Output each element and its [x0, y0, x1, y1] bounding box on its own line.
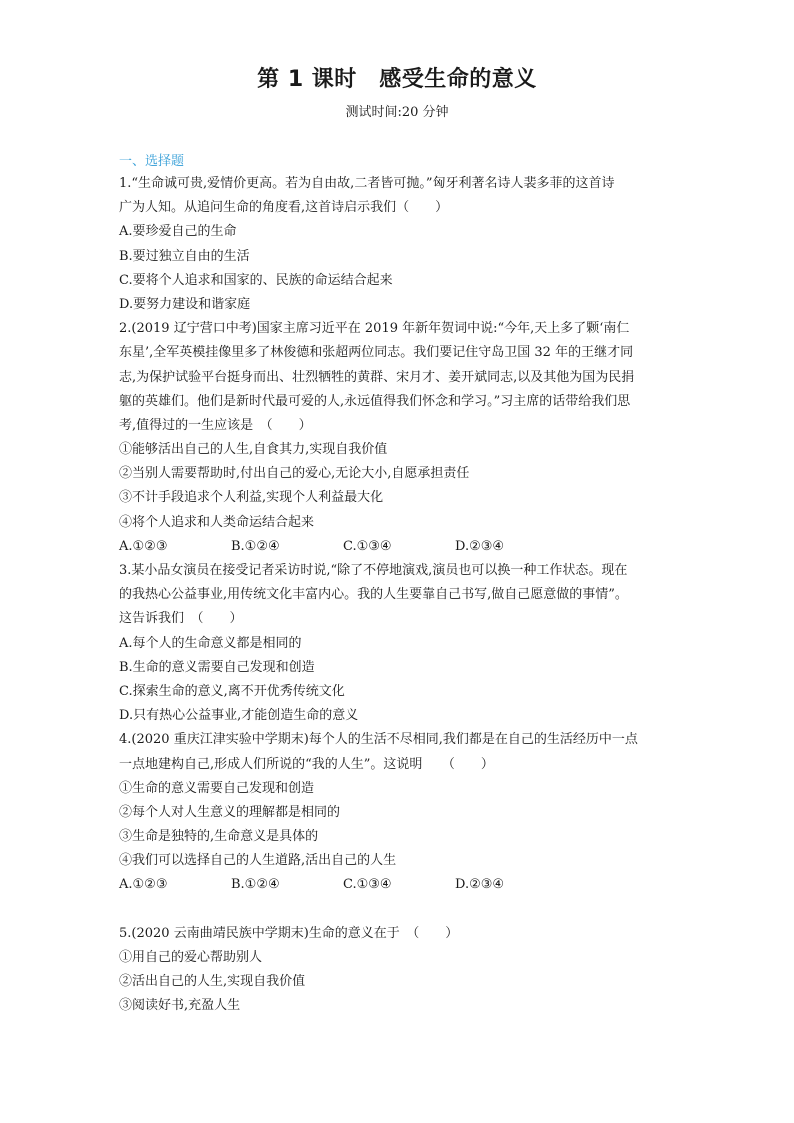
choice-b: B.①②④	[231, 538, 280, 554]
option-d: D.要努力建设和谐家庭	[119, 296, 251, 312]
test-duration: 测试时间:20 分钟	[345, 105, 449, 120]
option-b: B.要过独立自由的生活	[119, 248, 250, 264]
choice-d: D.②③④	[455, 538, 505, 554]
choice-a: A.①②③	[119, 877, 168, 893]
question-stem-line: 5.(2020 云南曲靖民族中学期末)生命的意义在于 （ ）	[119, 925, 459, 941]
question-stem-line: 4.(2020 重庆江津实验中学期末)每个人的生活不尽相同,我们都是在自己的生活经历中一点	[119, 732, 638, 748]
answer-choices	[119, 535, 679, 559]
statement-item: ②活出自己的人生,实现自我价值	[119, 974, 306, 989]
question-stem-line: 2.(2019 辽宁营口中考)国家主席习近平在 2019 年新年贺词中说:“今年,天上多了颗‘南仁	[119, 321, 630, 337]
statement-item: ①用自己的爱心帮助别人	[119, 949, 263, 965]
option-c: C.要将个人追求和国家的、民族的命运结合起来	[119, 272, 393, 288]
statement-item: ③不计手段追求个人利益,实现个人利益最大化	[119, 490, 384, 506]
question-list	[119, 172, 679, 1018]
spacer	[119, 898, 679, 922]
statement-item: ①能够活出自己的人生,自食其力,实现自我价值	[119, 442, 388, 458]
question-2	[119, 317, 679, 559]
question-stem-line: 东星’,全军英模挂像里多了林俊德和张超两位同志。我们要记住守岛卫国 32 年的王继才同	[119, 345, 634, 361]
option-a: A.要珍爱自己的生命	[119, 224, 237, 240]
choice-c: C.①③④	[343, 538, 392, 554]
question-4	[119, 728, 679, 897]
choice-d: D.②③④	[455, 877, 505, 893]
question-stem-line: 志,为保护试验平台挺身而出、壮烈牺牲的黄群、宋月才、姜开斌同志,以及其他为国为民捐	[119, 369, 635, 385]
question-stem-line: 1.“生命诚可贵,爱情价更高。若为自由故,二者皆可抛。”匈牙利著名诗人裴多菲的这首诗	[119, 176, 615, 191]
choice-a: A.①②③	[119, 538, 168, 554]
question-stem-line: 一点地建构自己,形成人们所说的“我的人生”。这说明 （ ）	[119, 756, 494, 772]
statement-item: ③阅读好书,充盈人生	[119, 998, 241, 1014]
choice-b: B.①②④	[231, 877, 280, 893]
option-c: C.探索生命的意义,离不开优秀传统文化	[119, 683, 345, 699]
question-stem-line: 广为人知。从追问生命的角度看,这首诗启示我们（ ）	[119, 200, 449, 216]
statement-item: ②每个人对人生意义的理解都是相同的	[119, 804, 341, 820]
statement-item: ②当别人需要帮助时,付出自己的爱心,无论大小,自愿承担责任	[119, 466, 470, 482]
question-stem-line: 躯的英雄们。他们是新时代最可爱的人,永远值得我们怀念和学习。”习主席的话带给我们思	[119, 393, 631, 409]
option-a: A.每个人的生命意义都是相同的	[119, 635, 302, 651]
question-5	[119, 922, 679, 1019]
answer-choices	[119, 873, 679, 897]
question-1	[119, 172, 679, 317]
statement-item: ③生命是独特的,生命意义是具体的	[119, 829, 319, 845]
statement-item: ①生命的意义需要自己发现和创造	[119, 780, 315, 796]
question-3	[119, 559, 679, 728]
option-b: B.生命的意义需要自己发现和创造	[119, 659, 315, 675]
statement-item: ④将个人追求和人类命运结合起来	[119, 514, 315, 530]
choice-c: C.①③④	[343, 877, 392, 893]
question-stem-line: 3.某小品女演员在接受记者采访时说,“除了不停地演戏,演员也可以换一种工作状态。现在	[119, 563, 628, 578]
section-heading: 一、选择题	[119, 154, 185, 169]
statement-item: ④我们可以选择自己的人生道路,活出自己的人生	[119, 853, 397, 869]
question-stem-line: 考,值得过的一生应该是 （ ）	[119, 417, 312, 433]
page-title: 第 1 课时 感受生命的意义	[257, 67, 537, 92]
question-stem-line: 的我热心公益事业,用传统文化丰富内心。我的人生要靠自己书写,做自己愿意做的事情”。	[119, 587, 628, 603]
option-d: D.只有热心公益事业,才能创造生命的意义	[119, 708, 359, 724]
question-stem-line: 这告诉我们 （ ）	[119, 611, 243, 627]
